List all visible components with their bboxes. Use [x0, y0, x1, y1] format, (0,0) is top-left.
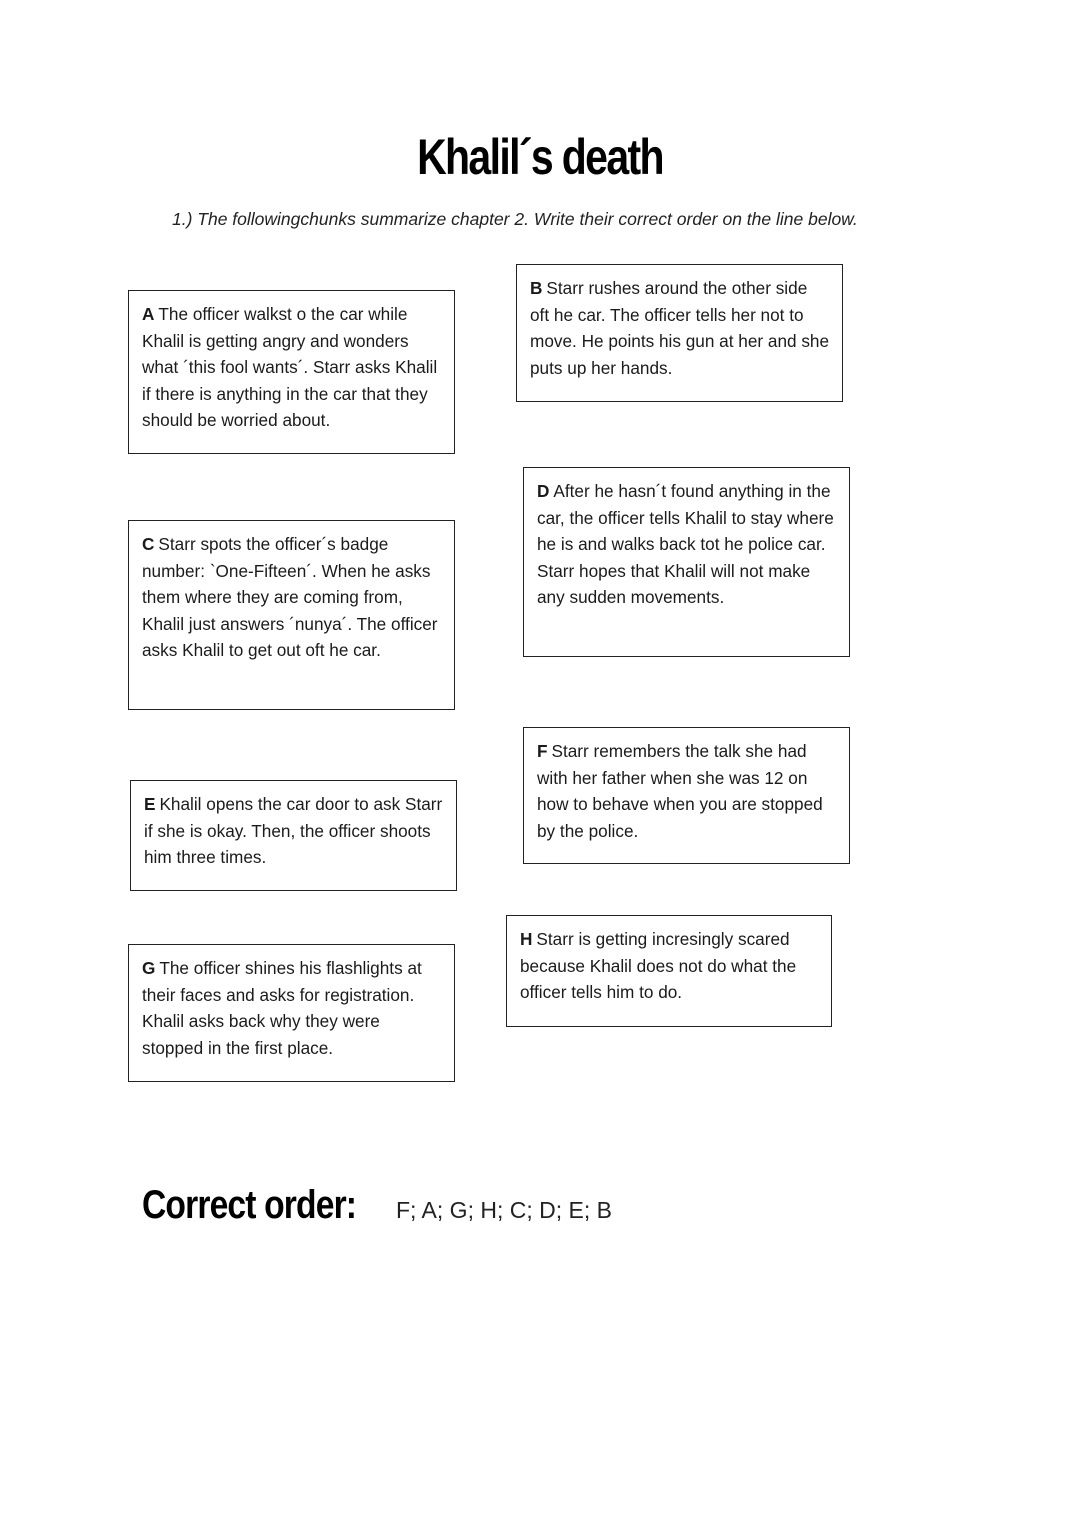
chunk-letter: H	[520, 929, 533, 949]
chunk-letter: F	[537, 741, 548, 761]
chunk-box-b	[516, 264, 843, 402]
chunk-text: Khalil opens the car door to ask Starr if she is okay. Then, the officer shoots him three times.	[144, 794, 443, 868]
chunk-text: Starr remembers the talk she had with her father when she was 12 on how to behave when you are stopped by the police.	[537, 741, 823, 841]
chunk-letter: B	[530, 278, 543, 298]
chunk-box-c	[128, 520, 455, 710]
answer-label: Correct order:	[142, 1183, 357, 1227]
chunk-box-d	[523, 467, 850, 657]
answer-row	[142, 1183, 612, 1228]
chunk-text: The officer shines his flashlights at their faces and asks for registration. Khalil asks back why they were stopped in the first place.	[142, 958, 422, 1058]
chunk-box-a	[128, 290, 455, 454]
chunk-box-h	[506, 915, 832, 1027]
chunk-box-e	[130, 780, 457, 891]
chunk-letter: C	[142, 534, 155, 554]
chunk-letter: A	[142, 304, 155, 324]
chunk-text: After he hasn´t found anything in the car, the officer tells Khalil to stay where he is and walks back tot he police car. Starr hopes that Khalil will not make any sudden movements.	[537, 481, 834, 608]
page-title: Khalil´s death	[417, 129, 663, 185]
chunk-text: Starr spots the officer´s badge number: `One-Fifteen´. When he asks them where they are coming from, Khalil just answers ´nunya´. The officer asks Khalil to get out oft he car.	[142, 534, 438, 661]
chunk-box-f	[523, 727, 850, 864]
chunk-letter: D	[537, 481, 550, 501]
instruction-text: 1.) The followingchunks summarize chapter 2. Write their correct order on the line below.	[172, 209, 858, 229]
chunk-text: Starr rushes around the other side oft he car. The officer tells her not to move. He points his gun at her and she puts up her hands.	[530, 278, 830, 378]
chunk-text: The officer walkst o the car while Khalil is getting angry and wonders what ´this fool wants´. Starr asks Khalil if there is anything in the car that they should be worried about.	[142, 304, 438, 431]
answer-value: F; A; G; H; C; D; E; B	[396, 1197, 612, 1223]
chunk-letter: G	[142, 958, 156, 978]
chunk-box-g	[128, 944, 455, 1082]
chunk-text: Starr is getting incresingly scared because Khalil does not do what the officer tells him to do.	[520, 929, 797, 1003]
chunk-letter: E	[144, 794, 156, 814]
